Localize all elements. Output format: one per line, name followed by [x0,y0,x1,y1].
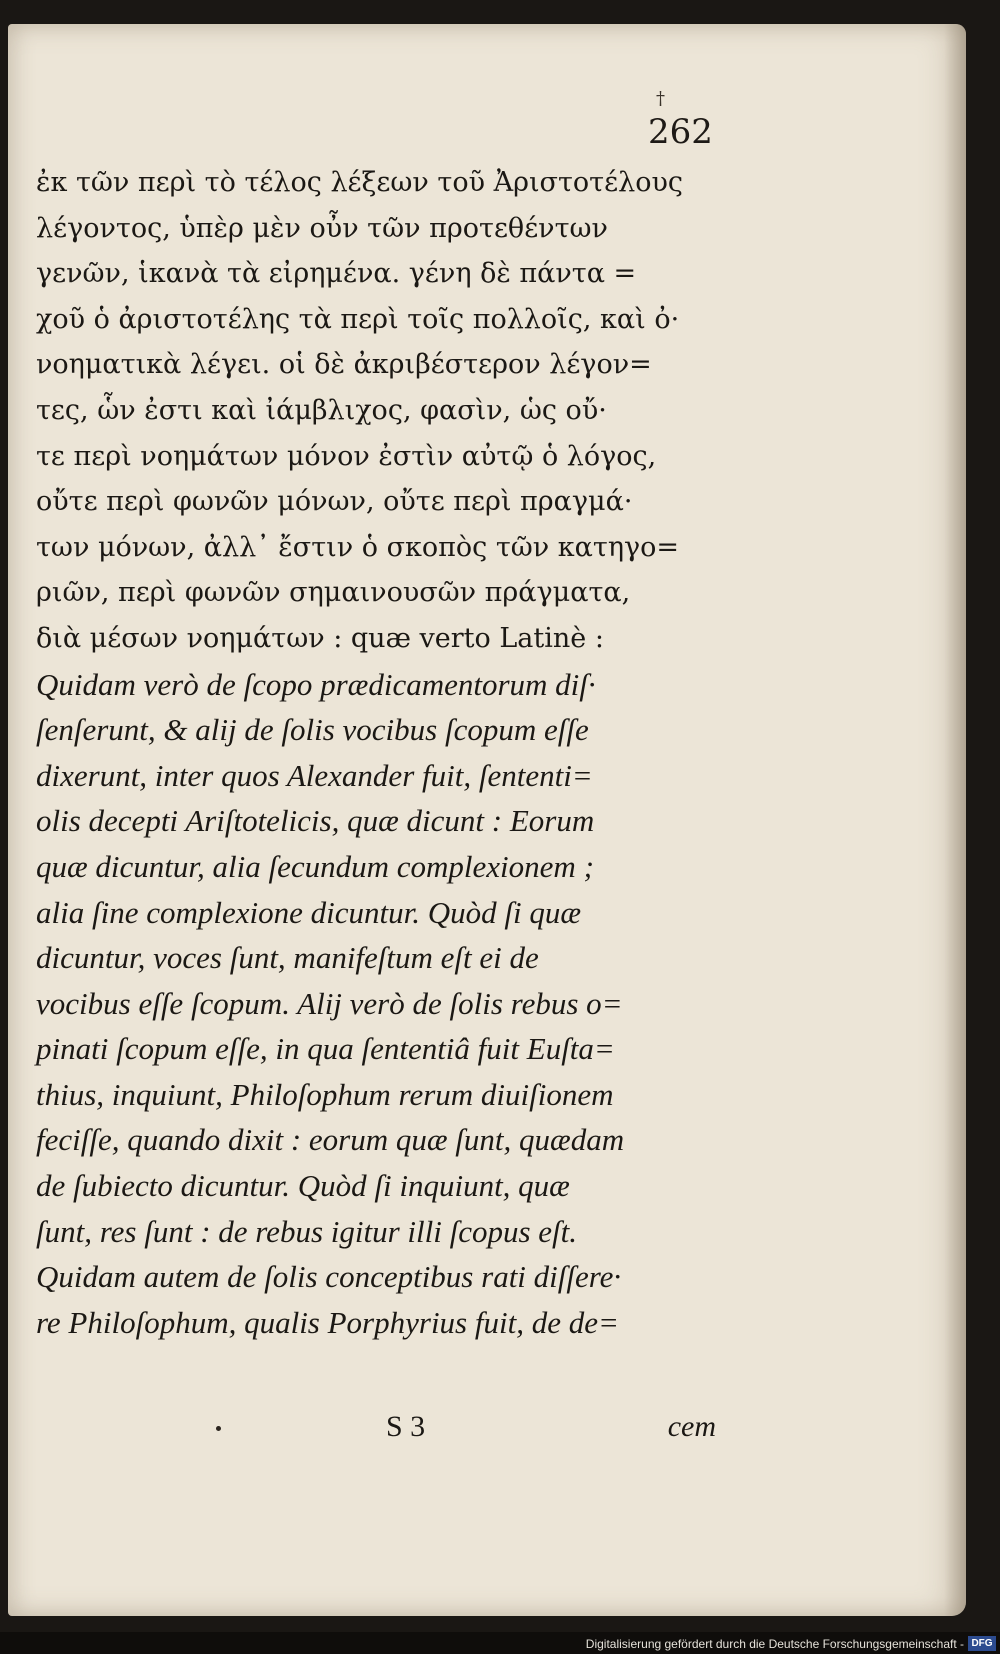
dfg-logo: DFG [968,1636,996,1651]
text-line: των μόνων, ἀλλ᾽ ἔστιν ὁ σκοπὸς τῶν κατηγο= [36,531,680,563]
text-line: ριῶν, περὶ φωνῶν σημαινουσῶν πράγματα, [36,577,631,609]
text-line: διὰ μέσων νοημάτων : quæ verto Latinè : [36,622,604,654]
text-line: olis decepti Ariſtotelicis, quæ dicunt : Eorum [36,803,595,839]
text-line: τες, ὧν ἐστι καὶ ἰάμβλιχος, φασὶν, ὡς οὔ· [36,394,607,426]
text-line: Quidam autem de ſolis conceptibus rati diſſere· [36,1259,622,1295]
catchword: cem [667,1410,716,1443]
page-number: 262 [648,112,713,152]
text-line: γενῶν, ἱκανὰ τὰ εἰρημένα. γένη δὲ πάντα = [36,258,637,290]
text-line: χοῦ ὁ ἀριστοτέλης τὰ περὶ τοῖς πολλοῖς, καὶ ὀ· [36,303,680,335]
text-line: νοηματικὰ λέγει. οἱ δὲ ἀκριβέστερον λέγον= [36,349,652,381]
funding-credit: Digitalisierung gefördert durch die Deutsche Forschungsgemeinschaft - [585,1637,964,1651]
text-line: pinati ſcopum eſſe, in qua ſententiâ fuit Euſta= [36,1031,615,1067]
page-mark: † [656,88,665,109]
text-line: Quidam verò de ſcopo prædicamentorum diſ· [36,666,596,702]
credit-bar [0,1632,1000,1654]
text-line: thius, inquiunt, Philoſophum rerum diuiſionem [36,1076,614,1112]
page-footer [36,1410,716,1450]
text-line: feciſſe, quando dixit : eorum quæ ſunt, quædam [36,1122,625,1158]
text-line: dixerunt, inter quos Alexander fuit, ſententi= [36,757,593,793]
text-line: vocibus eſſe ſcopum. Alij verò de ſolis rebus o= [36,985,623,1021]
text-line: ἐκ τῶν περὶ τὸ τέλος λέξεων τοῦ Ἀριστοτέλους [36,167,684,198]
text-line: ſenſerunt, & alij de ſolis vocibus ſcopum eſſe [36,712,589,748]
text-line: λέγοντος, ὑπὲρ μὲν οὖν τῶν προτεθέντων [36,212,608,244]
page-edge [944,24,966,1616]
text-line: de ſubiecto dicuntur. Quòd ſi inquiunt, quæ [36,1168,570,1204]
text-line: alia ſine complexione dicuntur. Quòd ſi quæ [36,894,582,930]
text-line: re Philoſophum, qualis Porphyrius fuit, de de= [36,1304,619,1340]
body-text [36,160,716,1345]
text-line: οὔτε περὶ φωνῶν μόνων, οὔτε περὶ πραγμά· [36,486,633,518]
text-line: ſunt, res ſunt : de rebus igitur illi ſcopus eſt. [36,1213,578,1249]
text-line: dicuntur, voces ſunt, manifeſtum eſt ei de [36,940,539,976]
signature-mark: S 3 [386,1410,426,1443]
text-line: τε περὶ νοημάτων μόνον ἐστὶν αὐτῷ ὁ λόγος, [36,440,657,472]
footer-dot [216,1426,221,1431]
text-line: quæ dicuntur, alia ſecundum complexionem ; [36,848,594,884]
